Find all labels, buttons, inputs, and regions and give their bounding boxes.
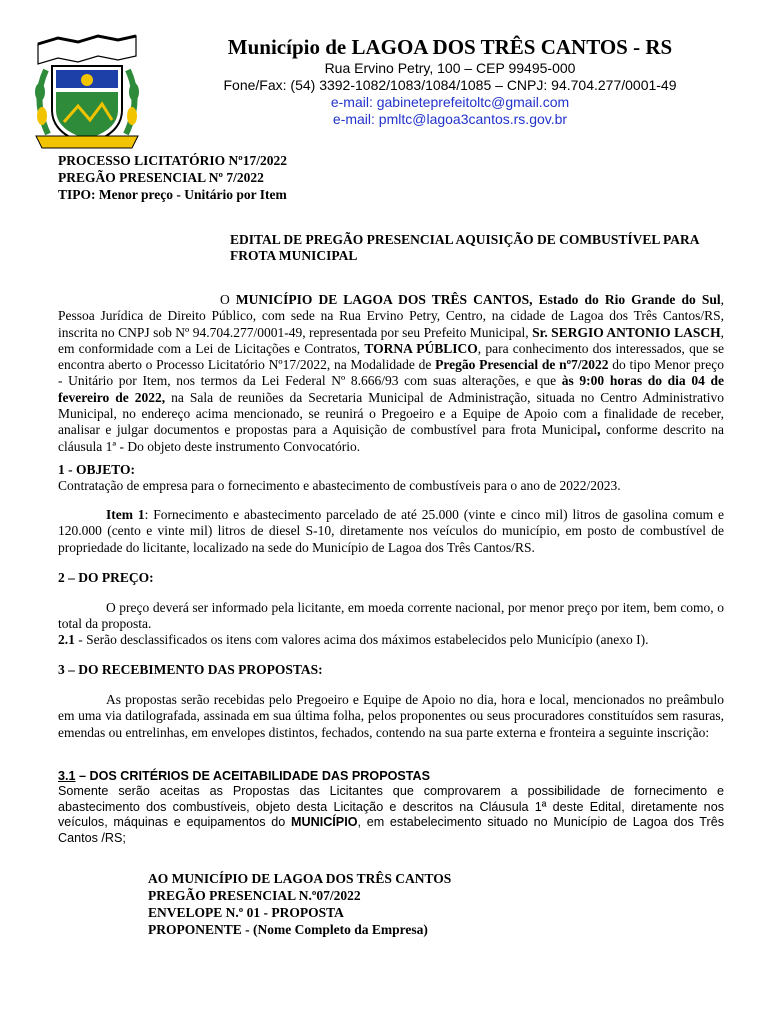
item-text: : Fornecimento e abastecimento parcelado de até 25.000 (vinte e cinco mil) litros de gasolina comum e 120.000 (cento e vinte mil) litros de diesel S-10, diretamente nos veículos do município, em posto de combustível de propriedade do licitante, localizado na sede do Município de Lagoa dos Três Cantos/RS.: [58, 507, 724, 555]
section-2-1: [58, 632, 724, 648]
envelope-line: PREGÃO PRESENCIAL N.º07/2022: [148, 888, 361, 903]
intro-text: O: [220, 292, 236, 307]
section-1-text: Contratação de empresa para o fornecimento e abastecimento de combustíveis para o ano de 2022/2023.: [58, 478, 621, 493]
section-3-1-text: [58, 784, 724, 846]
intro-bold: TORNA PÚBLICO: [364, 340, 478, 356]
pregao-number: PREGÃO PRESENCIAL Nº 7/2022: [58, 170, 264, 185]
envelope-line: PROPONENTE - (Nome Completo da Empresa): [148, 922, 428, 937]
section-3-1-title: – DOS CRITÉRIOS DE ACEITABILIDADE DAS PROPOSTAS: [75, 769, 431, 783]
section-3-1: [58, 769, 724, 846]
section-3-1-number: 3.1: [58, 769, 76, 783]
intro-text: na Sala de reuniões da Secretaria Municipal de Administração, situada no Centro Administrativo Municipal, no endereço acima mencionado, se reunirá o Pregoeiro e a Equipe de Apoio com a finalidade de receber, analisar e julgar documentos e propostas para a Aquisição de combustível para frota Municipal: [58, 389, 725, 438]
intro-bold: ,: [597, 422, 601, 438]
envelope-inscription: [148, 870, 451, 938]
section-2-heading: 2 – DO PREÇO:: [58, 570, 154, 585]
intro-text: conforme descrito na cláusula 1ª - Do objeto deste instrumento Convocatório.: [58, 422, 724, 454]
intro-text: , Pessoa Jurídica de Direito Público, com sede na Rua Ervino Petry, Centro, na cidade de Lagoa dos Três Cantos/RS, inscrita no CNPJ sob Nº 94.704.277/0001-49, representada por seu Prefeito Municipal,: [58, 292, 725, 340]
intro-text: do tipo Menor preço - Unitário por Item, nos termos da Lei Federal Nº 8.666/93 com suas alterações, e que: [58, 357, 725, 389]
sub-label: 2.1: [58, 632, 75, 647]
process-number: PROCESSO LICITATÓRIO Nº17/2022: [58, 153, 287, 168]
sub-text: - Serão desclassificados os itens com valores acima dos máximos estabelecidos pelo Município (anexo I).: [74, 632, 649, 647]
municipal-crest-logo: [18, 30, 146, 152]
intro-text: , em conformidade com a Lei de Licitações e Contratos,: [58, 324, 725, 356]
section-3-heading: 3 – DO RECEBIMENTO DAS PROPOSTAS:: [58, 662, 323, 677]
process-type: TIPO: Menor preço - Unitário por Item: [58, 187, 287, 202]
section-1-heading: 1 - OBJETO:: [58, 462, 136, 477]
criteria-text: Somente serão aceitas as Propostas das Licitantes que comprovarem a possibilidade de fornecimento e abastecimento dos combustíveis, objeto desta Licitação e descritos na Cláusula 1ª deste Edital, diretamente nos veículos, máquinas e equipamentos do: [58, 784, 724, 830]
section-3-text: As propostas serão recebidas pelo Pregoeiro e Equipe de Apoio no dia, hora e local, mencionados no preâmbulo em uma via datilografada, assinada em sua última folha, pelos proponentes ou seus procuradores constituídos sem rasuras, emendas ou entrelinhas, em envelopes distintos, fechados, contendo na sua parte externa e fronteira a seguinte inscrição:: [58, 692, 724, 740]
municipality-title: Município de LAGOA DOS TRÊS CANTOS - RS: [227, 35, 673, 59]
criteria-text: , em estabelecimento situado no Município de Lagoa dos Três Cantos /RS;: [58, 815, 724, 845]
intro-bold: Pregão Presencial de nº7/2022: [435, 357, 609, 373]
edital-title: EDITAL DE PREGÃO PRESENCIAL AQUISIÇÃO DE COMBUSTÍVEL PARA FROTA MUNICIPAL: [230, 232, 699, 263]
letterhead: [150, 34, 750, 128]
address-line: Rua Ervino Petry, 100 – CEP 99495-000: [324, 60, 576, 76]
criteria-bold: MUNICÍPIO: [291, 815, 358, 830]
email-link-2[interactable]: e-mail: pmltc@lagoa3cantos.rs.gov.br: [332, 111, 568, 127]
phone-cnpj-line: Fone/Fax: (54) 3392-1082/1083/1084/1085 – CNPJ: 94.704.277/0001-49: [223, 77, 677, 93]
intro-bold: às 9:00 horas do dia 04 de fevereiro de 2022,: [58, 373, 724, 405]
intro-bold: MUNICÍPIO DE LAGOA DOS TRÊS CANTOS, Estado do Rio Grande do Sul: [235, 292, 721, 307]
section-3-1-heading: [58, 769, 724, 784]
intro-text: , para conhecimento dos interessados, que se encontra aberto o Processo Licitatório Nº17/2022, na Modalidade de: [58, 340, 724, 373]
section-1-item: [58, 507, 724, 556]
intro-paragraph: [58, 292, 724, 455]
process-info: [58, 152, 287, 203]
email-link-1[interactable]: e-mail: gabineteprefeitoltc@gmail.com: [330, 94, 570, 110]
intro-bold: Sr. SERGIO ANTONIO LASCH: [532, 324, 721, 340]
section-2-text: O preço deverá ser informado pela licitante, em moeda corrente nacional, por menor preço por item, bem como, o total da proposta.: [58, 600, 724, 632]
envelope-line: AO MUNICÍPIO DE LAGOA DOS TRÊS CANTOS: [148, 871, 452, 886]
envelope-line: ENVELOPE N.º 01 - PROPOSTA: [148, 905, 344, 920]
item-label: Item 1: [106, 507, 145, 522]
